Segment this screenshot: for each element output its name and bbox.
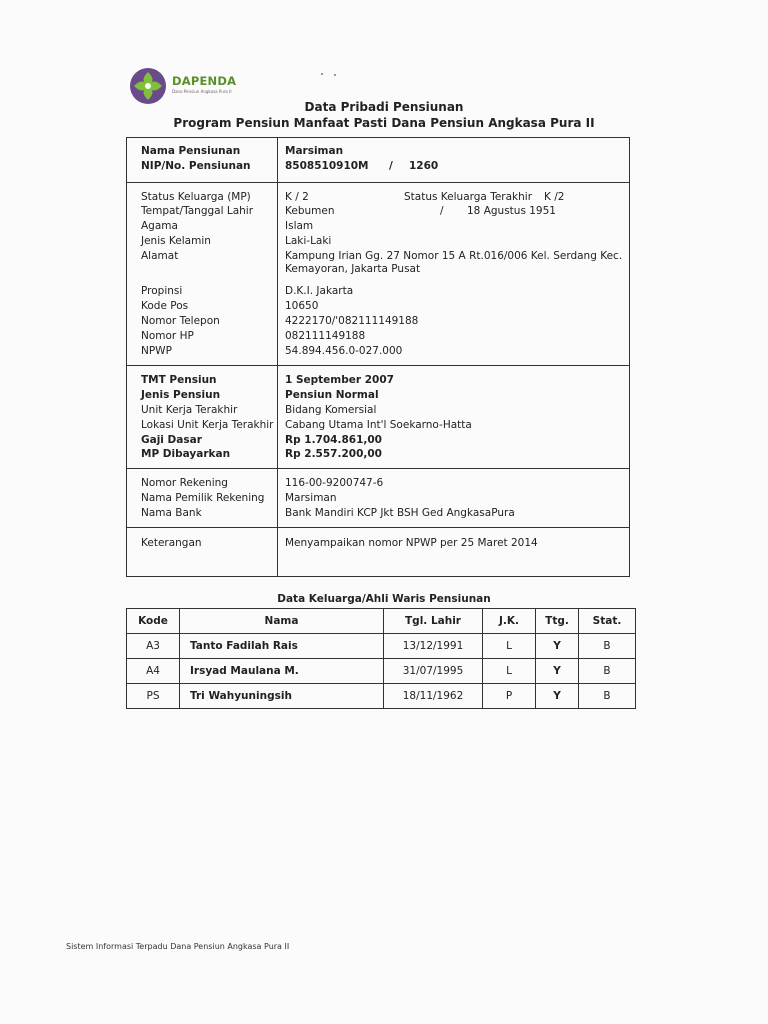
member-code: A3 <box>127 634 180 659</box>
birth-separator: / <box>440 205 444 217</box>
member-gender: L <box>483 659 536 684</box>
address-line-2: Kemayoran, Jakarta Pusat <box>285 263 421 275</box>
name-label: Nama Pensiunan <box>141 145 241 157</box>
family-table-title: Data Keluarga/Ahli Waris Pensiunan <box>277 593 491 605</box>
section-divider <box>127 468 629 469</box>
member-name: Tanto Fadilah Rais <box>180 634 384 659</box>
npwp-value: 54.894.456.0-027.000 <box>285 345 403 357</box>
member-name: Tri Wahyuningsih <box>180 684 384 709</box>
phone-label: Nomor Telepon <box>141 315 220 327</box>
last-family-status-label: Status Keluarga Terakhir <box>404 191 533 203</box>
religion-value: Islam <box>285 220 314 232</box>
tmt-label: TMT Pensiun <box>141 374 217 386</box>
member-birthdate: 18/11/1962 <box>384 684 483 709</box>
member-dependent: Y <box>536 684 579 709</box>
table-row <box>127 659 636 684</box>
member-name: Irsyad Maulana M. <box>180 659 384 684</box>
base-salary-value: Rp 1.704.861,00 <box>285 434 382 446</box>
account-number-label: Nomor Rekening <box>141 477 228 489</box>
section-divider <box>127 365 629 366</box>
pension-number: 1260 <box>409 160 439 172</box>
member-dependent: Y <box>536 659 579 684</box>
birth-label: Tempat/Tanggal Lahir <box>141 205 254 217</box>
postal-code-value: 10650 <box>285 300 319 312</box>
page-subtitle: Program Pensiun Manfaat Pasti Dana Pensiun Angkasa Pura II <box>173 116 595 130</box>
logo-wordmark: DAPENDA <box>172 74 237 88</box>
pensioner-data-box <box>126 137 630 577</box>
work-location-label: Lokasi Unit Kerja Terakhir <box>141 419 274 431</box>
phone-value: 4222170/'082111149188 <box>285 315 419 327</box>
account-owner-value: Marsiman <box>285 492 337 504</box>
mobile-value: 082111149188 <box>285 330 366 342</box>
work-unit-value: Bidang Komersial <box>285 404 377 416</box>
tmt-value: 1 September 2007 <box>285 374 394 386</box>
birth-place: Kebumen <box>285 205 335 217</box>
member-status: B <box>579 659 636 684</box>
column-header-gender: J.K. <box>483 609 536 634</box>
footer-text: Sistem Informasi Terpadu Dana Pensiun Angkasa Pura II <box>66 942 290 951</box>
nip-separator: / <box>389 160 393 172</box>
member-code: A4 <box>127 659 180 684</box>
remarks-label: Keterangan <box>141 537 202 549</box>
province-value: D.K.I. Jakarta <box>285 285 354 297</box>
bank-name-value: Bank Mandiri KCP Jkt BSH Ged AngkasaPura <box>285 507 515 519</box>
gender-label: Jenis Kelamin <box>141 235 211 247</box>
religion-label: Agama <box>141 220 178 232</box>
province-label: Propinsi <box>141 285 183 297</box>
npwp-label: NPWP <box>141 345 172 357</box>
member-gender: L <box>483 634 536 659</box>
nip-label: NIP/No. Pensiunan <box>141 160 251 172</box>
column-header-name: Nama <box>180 609 384 634</box>
member-birthdate: 13/12/1991 <box>384 634 483 659</box>
account-number-value: 116-00-9200747-6 <box>285 477 384 489</box>
member-status: B <box>579 634 636 659</box>
member-code: PS <box>127 684 180 709</box>
birth-date: 18 Agustus 1951 <box>467 205 556 217</box>
page-title: Data Pribadi Pensiunan <box>304 100 464 114</box>
column-divider <box>277 138 278 576</box>
last-family-status-value: K /2 <box>544 191 565 203</box>
family-table <box>126 608 636 709</box>
pension-type-label: Jenis Pensiun <box>141 389 221 401</box>
base-salary-label: Gaji Dasar <box>141 434 202 446</box>
table-row <box>127 684 636 709</box>
gender-value: Laki-Laki <box>285 235 332 247</box>
section-divider <box>127 527 629 528</box>
work-unit-label: Unit Kerja Terakhir <box>141 404 238 416</box>
column-header-birthdate: Tgl. Lahir <box>384 609 483 634</box>
section-divider <box>127 182 629 183</box>
column-header-status: Stat. <box>579 609 636 634</box>
address-label: Alamat <box>141 250 179 262</box>
name-value: Marsiman <box>285 145 344 157</box>
member-status: B <box>579 684 636 709</box>
nip-value: 8508510910M <box>285 160 369 172</box>
bank-name-label: Nama Bank <box>141 507 202 519</box>
column-header-dependent: Ttg. <box>536 609 579 634</box>
table-row <box>127 634 636 659</box>
column-header-code: Kode <box>127 609 180 634</box>
remarks-value: Menyampaikan nomor NPWP per 25 Maret 2014 <box>285 537 538 549</box>
pension-type-value: Pensiun Normal <box>285 389 379 401</box>
family-status-label: Status Keluarga (MP) <box>141 191 251 203</box>
postal-code-label: Kode Pos <box>141 300 189 312</box>
logo-subtitle: Dana Pensiun Angkasa Pura II <box>172 89 232 94</box>
work-location-value: Cabang Utama Int'l Soekarno-Hatta <box>285 419 472 431</box>
mp-paid-label: MP Dibayarkan <box>141 448 231 460</box>
member-dependent: Y <box>536 634 579 659</box>
address-line-1: Kampung Irian Gg. 27 Nomor 15 A Rt.016/006 Kel. Serdang Kec. <box>285 250 623 262</box>
family-status-value: K / 2 <box>285 191 309 203</box>
member-gender: P <box>483 684 536 709</box>
mobile-label: Nomor HP <box>141 330 194 342</box>
family-table-header <box>127 609 636 634</box>
scan-speck <box>334 74 336 76</box>
mp-paid-value: Rp 2.557.200,00 <box>285 448 382 460</box>
account-owner-label: Nama Pemilik Rekening <box>141 492 265 504</box>
member-birthdate: 31/07/1995 <box>384 659 483 684</box>
scan-speck <box>321 73 323 75</box>
